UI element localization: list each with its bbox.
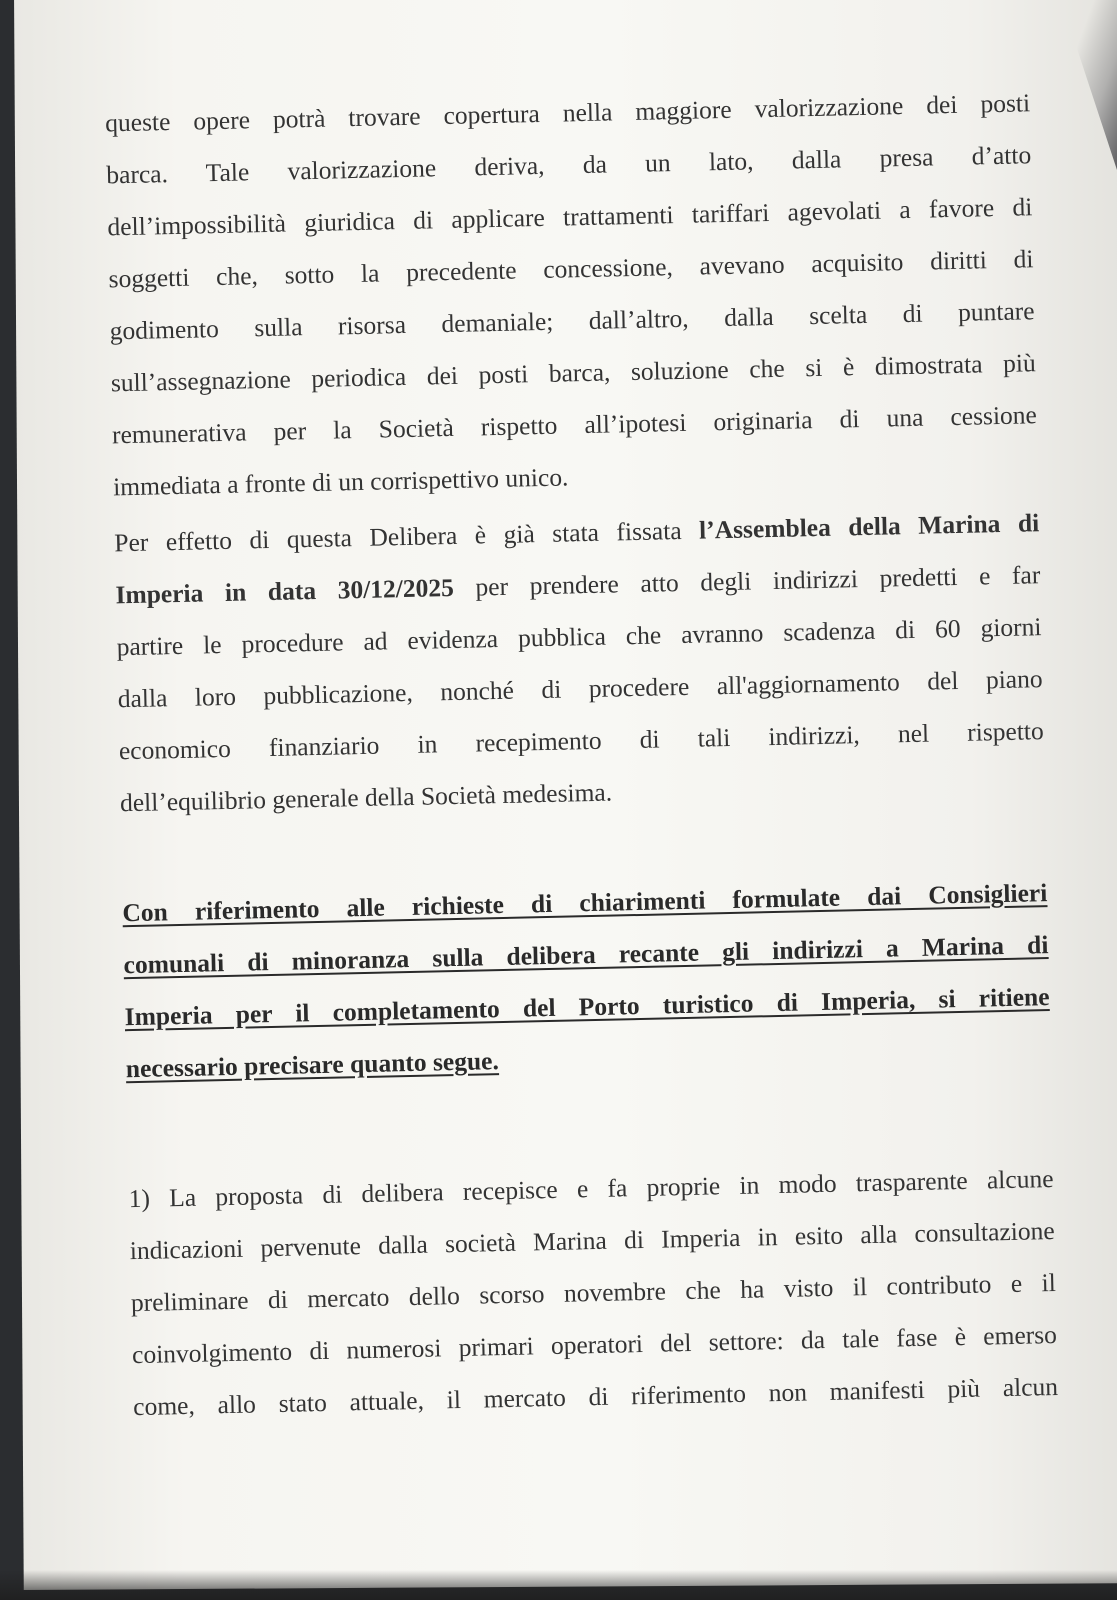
heading-line: comunali di minoranza sulla delibera recante gli indirizzi a Marina di [123,930,1049,980]
text-line: queste opere potrà trovare copertura nella maggiore valorizzazione dei posti [104,88,1031,138]
bold-text-run: Imperia in data 30/12/2025 [115,572,455,610]
text-line: indicazioni pervenute dalla società Marina di Imperia in esito alla consultazione [129,1215,1055,1266]
paragraph-posti-barca [105,77,1039,513]
text-run: Per effetto di questa Delibera è già stata fissata [114,515,700,558]
text-line: dell’impossibilità giuridica di applicare trattamenti tariffari agevolati a favore di [107,192,1033,242]
section-heading [122,867,1051,1095]
text-line: soggetti che, sotto la precedente concessione, avevano acquisito diritti di [108,244,1034,294]
text-line: sull’assegnazione periodica dei posti barca, soluzione che si è dimostrata più [110,348,1036,398]
text-run: per prendere atto degli indirizzi predetti e far [453,560,1041,602]
bottom-edge-shadow [0,1570,1117,1600]
text-line: partire le procedure ad evidenza pubblica che avranno scadenza di 60 giorni [116,612,1042,662]
text-line: dell’equilibrio generale della Società medesima. [119,777,613,818]
paragraph-assemblea [114,497,1046,829]
document-body [105,77,1059,1437]
text-line: 1) La proposta di delibera recepisce e fa proprie in modo trasparente alcune [128,1164,1054,1214]
paper-sheet [14,0,1117,1590]
bold-text-run: l’Assemblea della Marina di [698,508,1040,545]
text-line: remunerativa per la Società rispetto all’ipotesi originaria di una cessione [111,400,1038,450]
text-line: coinvolgimento di numerosi primari operatori del settore: da tale fase è emerso [131,1319,1058,1370]
text-line: come, allo stato attuale, il mercato di riferimento non manifesti più alcun [132,1371,1059,1422]
heading-line: Imperia per il completamento del Porto turistico di Imperia, si ritiene [124,982,1050,1032]
text-line: preliminare di mercato dello scorso novembre che ha visto il contributo e il [130,1267,1057,1318]
heading-line: necessario precisare quanto segue. [125,1046,500,1084]
text-line: godimento sulla risorsa demaniale; dall’altro, dalla scelta di puntare [109,296,1035,346]
text-line: dalla loro pubblicazione, nonché di procedere all'aggiornamento del piano [117,664,1043,714]
numbered-item-1 [128,1153,1058,1433]
text-line: barca. Tale valorizzazione deriva, da un lato, dalla presa d’atto [106,140,1032,190]
text-line: immediata a fronte di un corrispettivo unico. [112,462,569,502]
text-line: economico finanziario in recepimento di tali indirizzi, nel rispetto [118,716,1045,766]
heading-line: Con riferimento alle richieste di chiarimenti formulate dai Consiglieri [122,878,1048,928]
